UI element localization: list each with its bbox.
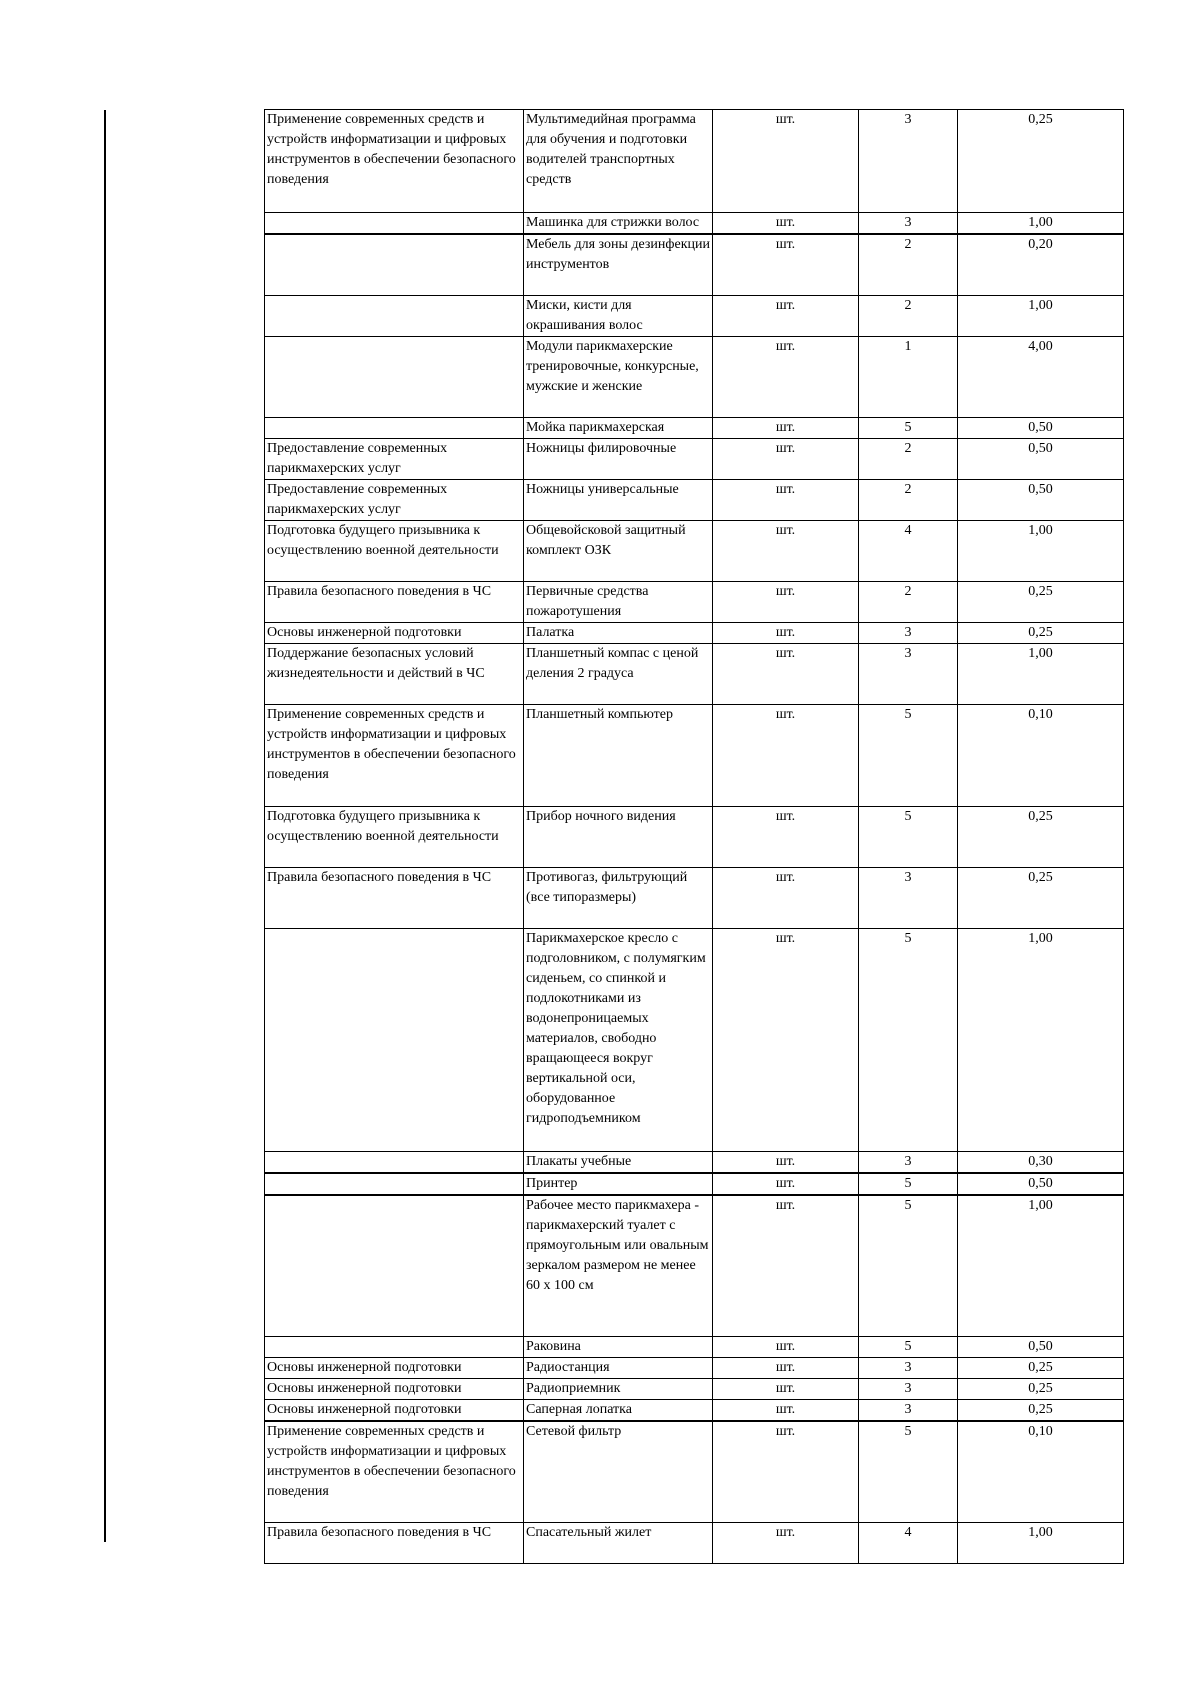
section-cell xyxy=(265,1173,524,1195)
section-cell: Применение современных средств и устройств информатизации и цифровых инструментов в обеспечении безопасного поведения xyxy=(265,704,524,806)
coefficient-cell: 0,25 xyxy=(958,806,1124,867)
table-row xyxy=(265,1400,1124,1422)
table-row xyxy=(265,806,1124,867)
section-cell: Правила безопасного поведения в ЧС xyxy=(265,867,524,928)
table-row xyxy=(265,479,1124,520)
coefficient-cell: 1,00 xyxy=(958,928,1124,1151)
section-cell xyxy=(265,336,524,417)
section-cell: Предоставление современных парикмахерских услуг xyxy=(265,479,524,520)
section-cell xyxy=(265,234,524,295)
table-row xyxy=(265,704,1124,806)
coefficient-cell: 0,25 xyxy=(958,1358,1124,1379)
table-row xyxy=(265,1421,1124,1522)
item-cell: Мебель для зоны дезинфекции инструментов xyxy=(524,234,713,295)
table-row xyxy=(265,1337,1124,1358)
section-cell: Основы инженерной подготовки xyxy=(265,622,524,643)
quantity-cell: 3 xyxy=(859,867,958,928)
table-row xyxy=(265,622,1124,643)
unit-cell: шт. xyxy=(713,581,859,622)
item-cell: Миски, кисти для окрашивания волос xyxy=(524,295,713,336)
quantity-cell: 5 xyxy=(859,417,958,438)
table-row xyxy=(265,417,1124,438)
coefficient-cell: 0,25 xyxy=(958,1379,1124,1400)
section-cell xyxy=(265,213,524,235)
quantity-cell: 3 xyxy=(859,110,958,213)
quantity-cell: 4 xyxy=(859,520,958,581)
item-cell: Плакаты учебные xyxy=(524,1151,713,1173)
unit-cell: шт. xyxy=(713,1173,859,1195)
item-cell: Парикмахерское кресло с подголовником, с полумягким сиденьем, со спинкой и подлокотниками из водонепроницаемых материалов, свободно вращающееся вокруг вертикальной оси, оборудованное гидроподъемником xyxy=(524,928,713,1151)
table-row xyxy=(265,438,1124,479)
section-cell: Предоставление современных парикмахерских услуг xyxy=(265,438,524,479)
unit-cell: шт. xyxy=(713,1400,859,1422)
item-cell: Мойка парикмахерская xyxy=(524,417,713,438)
quantity-cell: 5 xyxy=(859,1421,958,1522)
unit-cell: шт. xyxy=(713,417,859,438)
unit-cell: шт. xyxy=(713,295,859,336)
item-cell: Принтер xyxy=(524,1173,713,1195)
table-row xyxy=(265,867,1124,928)
coefficient-cell: 0,50 xyxy=(958,1337,1124,1358)
quantity-cell: 2 xyxy=(859,581,958,622)
unit-cell: шт. xyxy=(713,1337,859,1358)
table-row xyxy=(265,295,1124,336)
section-cell: Основы инженерной подготовки xyxy=(265,1400,524,1422)
quantity-cell: 2 xyxy=(859,438,958,479)
unit-cell: шт. xyxy=(713,622,859,643)
item-cell: Рабочее место парикмахера - парикмахерский туалет с прямоугольным или овальным зеркалом размером не менее 60 х 100 см xyxy=(524,1195,713,1337)
item-cell: Планшетный компьютер xyxy=(524,704,713,806)
section-cell xyxy=(265,295,524,336)
coefficient-cell: 0,50 xyxy=(958,479,1124,520)
coefficient-cell: 0,50 xyxy=(958,1173,1124,1195)
item-cell: Спасательный жилет xyxy=(524,1522,713,1563)
unit-cell: шт. xyxy=(713,1195,859,1337)
quantity-cell: 5 xyxy=(859,806,958,867)
quantity-cell: 5 xyxy=(859,1173,958,1195)
item-cell: Машинка для стрижки волос xyxy=(524,213,713,235)
coefficient-cell: 0,25 xyxy=(958,110,1124,213)
item-cell: Ножницы универсальные xyxy=(524,479,713,520)
section-cell xyxy=(265,417,524,438)
item-cell: Палатка xyxy=(524,622,713,643)
unit-cell: шт. xyxy=(713,479,859,520)
coefficient-cell: 0,10 xyxy=(958,704,1124,806)
item-cell: Ножницы филировочные xyxy=(524,438,713,479)
quantity-cell: 2 xyxy=(859,295,958,336)
table-row xyxy=(265,1173,1124,1195)
quantity-cell: 5 xyxy=(859,1337,958,1358)
table-row xyxy=(265,1379,1124,1400)
section-cell: Применение современных средств и устройств информатизации и цифровых инструментов в обеспечении безопасного поведения xyxy=(265,110,524,213)
unit-cell: шт. xyxy=(713,1358,859,1379)
item-cell: Модули парикмахерские тренировочные, конкурсные, мужские и женские xyxy=(524,336,713,417)
coefficient-cell: 4,00 xyxy=(958,336,1124,417)
unit-cell: шт. xyxy=(713,438,859,479)
table-row xyxy=(265,1195,1124,1337)
section-cell: Подготовка будущего призывника к осуществлению военной деятельности xyxy=(265,806,524,867)
coefficient-cell: 1,00 xyxy=(958,520,1124,581)
coefficient-cell: 0,20 xyxy=(958,234,1124,295)
quantity-cell: 5 xyxy=(859,1195,958,1337)
coefficient-cell: 0,25 xyxy=(958,1400,1124,1422)
coefficient-cell: 1,00 xyxy=(958,213,1124,235)
quantity-cell: 4 xyxy=(859,1522,958,1563)
coefficient-cell: 0,25 xyxy=(958,622,1124,643)
quantity-cell: 3 xyxy=(859,1400,958,1422)
section-cell: Правила безопасного поведения в ЧС xyxy=(265,581,524,622)
table-row xyxy=(265,581,1124,622)
table-row xyxy=(265,520,1124,581)
unit-cell: шт. xyxy=(713,806,859,867)
item-cell: Саперная лопатка xyxy=(524,1400,713,1422)
item-cell: Общевойсковой защитный комплект ОЗК xyxy=(524,520,713,581)
section-cell xyxy=(265,1151,524,1173)
unit-cell: шт. xyxy=(713,928,859,1151)
quantity-cell: 2 xyxy=(859,234,958,295)
table-row xyxy=(265,1151,1124,1173)
coefficient-cell: 1,00 xyxy=(958,1195,1124,1337)
coefficient-cell: 0,30 xyxy=(958,1151,1124,1173)
quantity-cell: 1 xyxy=(859,336,958,417)
quantity-cell: 3 xyxy=(859,1379,958,1400)
section-cell: Основы инженерной подготовки xyxy=(265,1379,524,1400)
unit-cell: шт. xyxy=(713,643,859,704)
unit-cell: шт. xyxy=(713,1522,859,1563)
coefficient-cell: 0,25 xyxy=(958,581,1124,622)
section-cell: Применение современных средств и устройств информатизации и цифровых инструментов в обеспечении безопасного поведения xyxy=(265,1421,524,1522)
table-row xyxy=(265,213,1124,235)
item-cell: Первичные средства пожаротушения xyxy=(524,581,713,622)
coefficient-cell: 0,10 xyxy=(958,1421,1124,1522)
table-row xyxy=(265,1358,1124,1379)
quantity-cell: 2 xyxy=(859,479,958,520)
table-row xyxy=(265,928,1124,1151)
table-row xyxy=(265,1522,1124,1563)
quantity-cell: 3 xyxy=(859,213,958,235)
unit-cell: шт. xyxy=(713,110,859,213)
unit-cell: шт. xyxy=(713,234,859,295)
item-cell: Радиостанция xyxy=(524,1358,713,1379)
section-cell xyxy=(265,1337,524,1358)
quantity-cell: 3 xyxy=(859,1358,958,1379)
item-cell: Прибор ночного видения xyxy=(524,806,713,867)
coefficient-cell: 0,25 xyxy=(958,867,1124,928)
section-cell: Правила безопасного поведения в ЧС xyxy=(265,1522,524,1563)
unit-cell: шт. xyxy=(713,520,859,581)
table-row xyxy=(265,336,1124,417)
unit-cell: шт. xyxy=(713,1421,859,1522)
section-cell xyxy=(265,928,524,1151)
item-cell: Сетевой фильтр xyxy=(524,1421,713,1522)
item-cell: Противогаз, фильтрующий (все типоразмеры) xyxy=(524,867,713,928)
section-cell: Подготовка будущего призывника к осуществлению военной деятельности xyxy=(265,520,524,581)
section-cell: Поддержание безопасных условий жизнедеятельности и действий в ЧС xyxy=(265,643,524,704)
unit-cell: шт. xyxy=(713,704,859,806)
equipment-table xyxy=(264,109,1124,1564)
table-row xyxy=(265,643,1124,704)
item-cell: Планшетный компас с ценой деления 2 градуса xyxy=(524,643,713,704)
item-cell: Мультимедийная программа для обучения и подготовки водителей транспортных средств xyxy=(524,110,713,213)
unit-cell: шт. xyxy=(713,867,859,928)
quantity-cell: 3 xyxy=(859,643,958,704)
coefficient-cell: 0,50 xyxy=(958,417,1124,438)
unit-cell: шт. xyxy=(713,1379,859,1400)
quantity-cell: 5 xyxy=(859,704,958,806)
item-cell: Радиоприемник xyxy=(524,1379,713,1400)
quantity-cell: 3 xyxy=(859,1151,958,1173)
page-margin-line xyxy=(104,110,106,1542)
coefficient-cell: 1,00 xyxy=(958,643,1124,704)
coefficient-cell: 0,50 xyxy=(958,438,1124,479)
coefficient-cell: 1,00 xyxy=(958,1522,1124,1563)
section-cell: Основы инженерной подготовки xyxy=(265,1358,524,1379)
item-cell: Раковина xyxy=(524,1337,713,1358)
unit-cell: шт. xyxy=(713,1151,859,1173)
unit-cell: шт. xyxy=(713,336,859,417)
table-row xyxy=(265,234,1124,295)
quantity-cell: 5 xyxy=(859,928,958,1151)
quantity-cell: 3 xyxy=(859,622,958,643)
table-row xyxy=(265,110,1124,213)
unit-cell: шт. xyxy=(713,213,859,235)
coefficient-cell: 1,00 xyxy=(958,295,1124,336)
section-cell xyxy=(265,1195,524,1337)
